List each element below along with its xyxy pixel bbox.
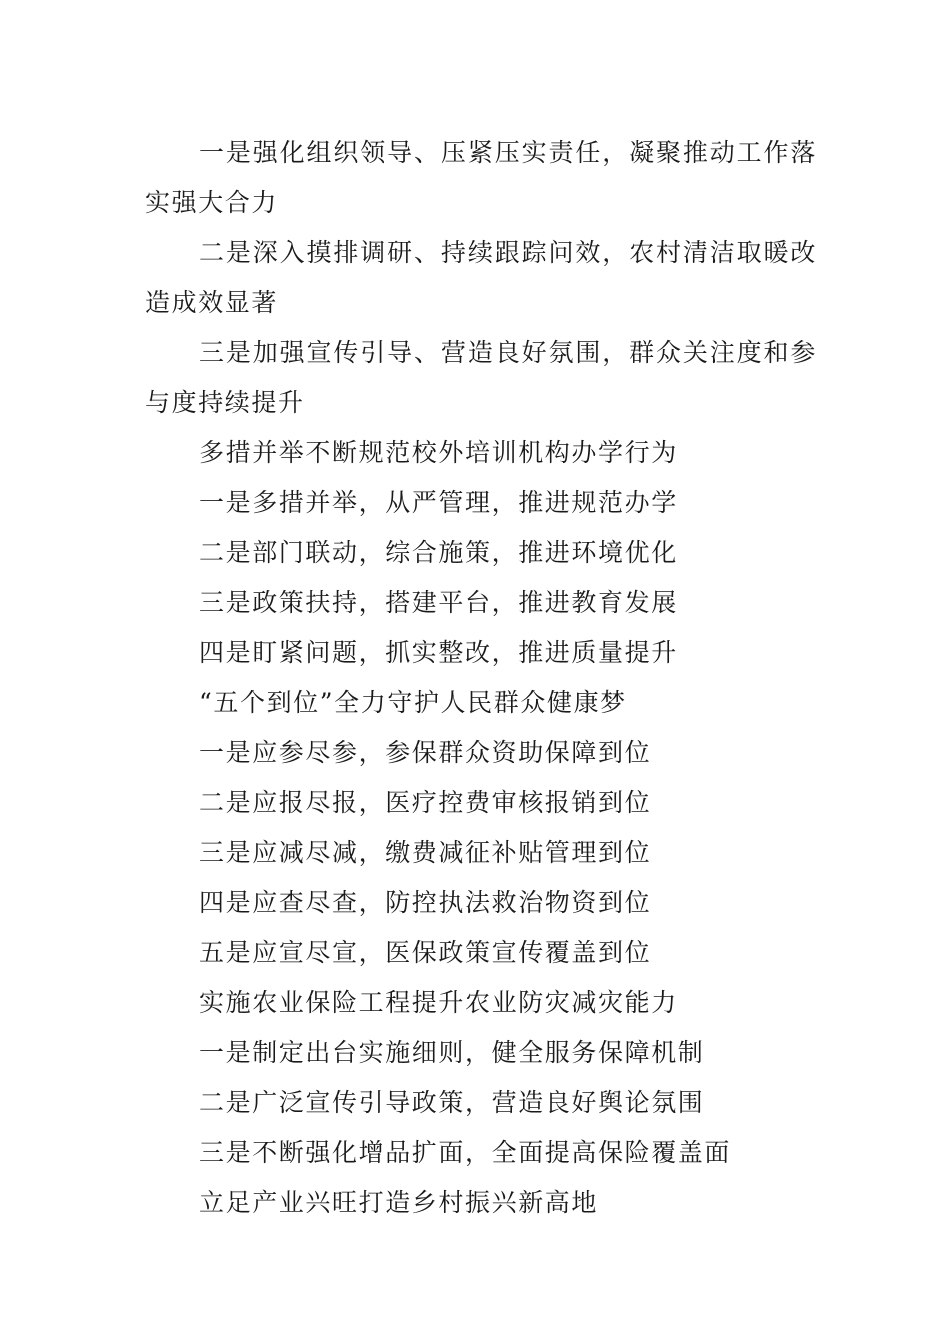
paragraph-11: 四是应查尽查，防控执法救治物资到位 [199, 888, 652, 917]
section-heading-2: “五个到位”全力守护人民群众健康梦 [199, 688, 627, 717]
paragraph-15: 三是不断强化增品扩面，全面提高保险覆盖面 [199, 1138, 732, 1167]
paragraph-4: 一是多措并举，从严管理，推进规范办学 [199, 488, 678, 517]
paragraph-9: 二是应报尽报，医疗控费审核报销到位 [199, 788, 652, 817]
paragraph-12: 五是应宣尽宣，医保政策宣传覆盖到位 [199, 938, 652, 967]
paragraph-3: 三是加强宣传引导、营造良好氛围，群众关注度和参与度持续提升 [145, 338, 817, 417]
paragraph-10: 三是应减尽减，缴费减征补贴管理到位 [199, 838, 652, 867]
paragraph-2: 二是深入摸排调研、持续跟踪问效，农村清洁取暖改造成效显著 [145, 238, 817, 317]
paragraph-14: 二是广泛宣传引导政策，营造良好舆论氛围 [199, 1088, 705, 1117]
section-heading-1: 多措并举不断规范校外培训机构办学行为 [199, 438, 678, 467]
paragraph-1: 一是强化组织领导、压紧压实责任，凝聚推动工作落实强大合力 [145, 138, 817, 217]
paragraph-13: 一是制定出台实施细则，健全服务保障机制 [199, 1038, 705, 1067]
section-heading-4: 立足产业兴旺打造乡村振兴新高地 [199, 1188, 599, 1217]
section-heading-3: 实施农业保险工程提升农业防灾减灾能力 [199, 988, 678, 1017]
paragraph-6: 三是政策扶持，搭建平台，推进教育发展 [199, 588, 678, 617]
document-body [145, 128, 817, 1228]
paragraph-8: 一是应参尽参，参保群众资助保障到位 [199, 738, 652, 767]
paragraph-5: 二是部门联动，综合施策，推进环境优化 [199, 538, 678, 567]
paragraph-7: 四是盯紧问题，抓实整改，推进质量提升 [199, 638, 678, 667]
